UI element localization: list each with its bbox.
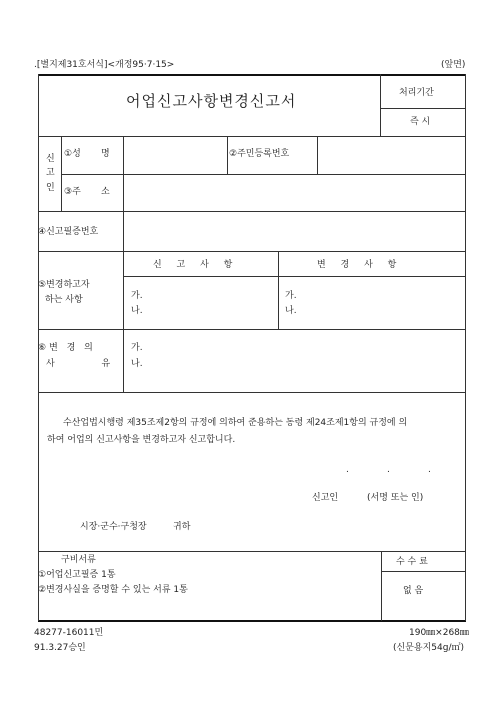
col-changed-header: 변 경 사 항 — [317, 260, 403, 270]
reason-label-2: 사 유 — [46, 359, 133, 369]
fee-mid-line — [381, 571, 466, 572]
reason-item-na: 나. — [131, 359, 143, 369]
form-number: .[별지제31호서식]<개정95·7·15> — [34, 60, 175, 70]
change-item-label-1: ⑤변경하고자 — [38, 280, 90, 290]
change-top-line — [38, 251, 466, 252]
applicant-sign-label: 신고인 — [312, 493, 339, 503]
footer-code: 48277-16011민 — [34, 628, 104, 638]
applicant-label-2: 고 — [46, 168, 55, 178]
addressee: 시장·군수·구청장 — [80, 522, 147, 532]
date-dot-3: . — [428, 465, 431, 475]
change-header-line — [123, 276, 466, 277]
statement-top-line — [38, 392, 466, 393]
date-dot-1: . — [346, 465, 349, 475]
reason-item-ga: 가. — [131, 343, 143, 353]
statement-line-1: 수산업법시행령 제35조제2항의 규정에 의하여 준용하는 동령 제24조제1항의 규정에 의 — [63, 418, 408, 428]
address-label: ③주 — [64, 187, 81, 197]
name-field[interactable] — [124, 137, 226, 173]
changed-item-ga: 가. — [285, 291, 297, 301]
docs-top-line — [38, 551, 466, 552]
changed-item-na: 나. — [285, 306, 297, 316]
sign-note: (서명 또는 인) — [367, 493, 424, 503]
address-field[interactable] — [124, 175, 464, 210]
reason-label-1: ⑥변 경 의 — [38, 343, 96, 353]
resident-no-field[interactable] — [318, 137, 464, 173]
change-col-divider — [278, 251, 279, 329]
cert-no-label: ④신고필증번호 — [38, 227, 99, 237]
doc-1: ①어업신고필증 1통 — [38, 570, 116, 580]
footer-size: 190㎜×268㎜ — [409, 628, 469, 638]
form-title: 어업신고사항변경신고서 — [126, 92, 297, 110]
name-label-2: 명 — [101, 149, 110, 159]
name-label: ①성 — [64, 149, 81, 159]
period-divider — [380, 74, 381, 136]
frame-right — [465, 74, 466, 621]
processing-period-label: 처리기간 — [399, 88, 434, 98]
change-label-divider — [123, 251, 124, 393]
statement-line-2: 하여 어업의 신고사항을 변경하고자 신고합니다. — [47, 435, 236, 445]
cert-no-field[interactable] — [124, 212, 464, 250]
fee-label: 수 수 료 — [396, 557, 428, 567]
frame-top — [38, 74, 466, 76]
page-side-label: (앞면) — [441, 60, 466, 70]
processing-period-value: 즉 시 — [410, 117, 431, 127]
reported-item-na: 나. — [131, 306, 143, 316]
reason-top-line — [38, 329, 466, 330]
applicant-label-1: 신 — [46, 154, 55, 164]
change-item-label-2: 하는 사항 — [45, 295, 83, 305]
applicant-label-3: 인 — [46, 183, 55, 193]
footer-approved: 91.3.27승인 — [34, 643, 86, 653]
docs-fee-divider — [381, 551, 382, 621]
period-mid-line — [380, 108, 465, 109]
col-reported-header: 신 고 사 항 — [153, 260, 239, 270]
resident-no-label: ②주민등록번호 — [229, 149, 290, 159]
date-dot-2: . — [387, 465, 390, 475]
frame-bottom — [38, 620, 466, 622]
fee-value: 없 음 — [403, 586, 424, 596]
address-label-2: 소 — [101, 187, 110, 197]
addressee-suffix: 귀하 — [173, 522, 191, 532]
name-value-divider — [227, 136, 228, 174]
footer-paper: (신문용지54g/㎡) — [393, 643, 464, 653]
docs-title: 구비서류 — [61, 555, 96, 565]
reported-item-ga: 가. — [131, 291, 143, 301]
doc-2: ②변경사실을 증명할 수 있는 서류 1통 — [38, 585, 188, 595]
